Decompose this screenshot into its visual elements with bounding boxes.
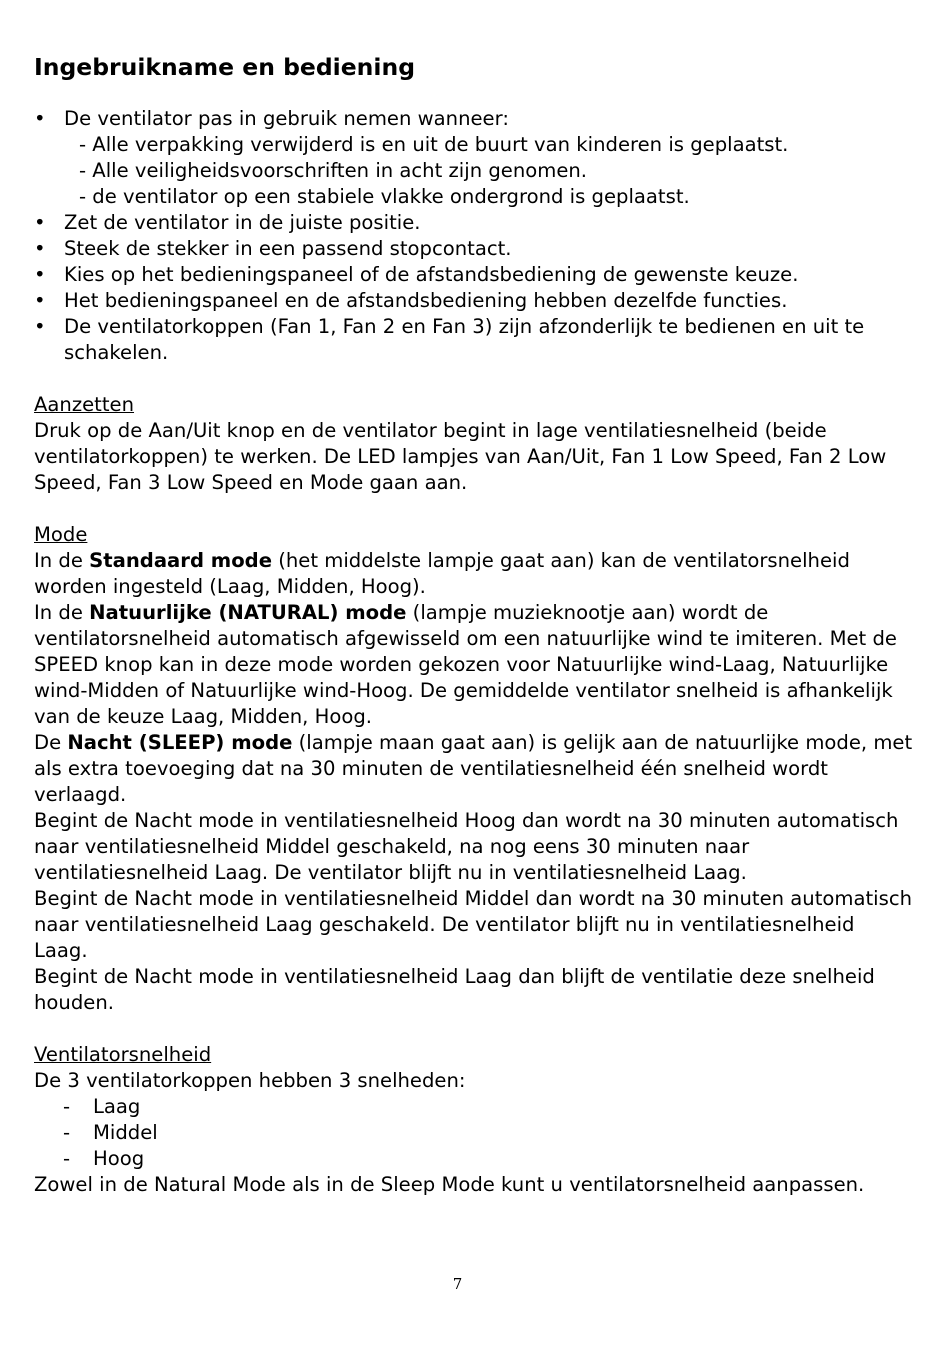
section-title-aanzetten: Aanzetten xyxy=(34,393,135,416)
bullet-text: De ventilator pas in gebruik nemen wanneer: xyxy=(64,107,509,130)
section-title-mode: Mode xyxy=(34,523,88,546)
list-item: - Laag xyxy=(63,1095,141,1118)
paragraph-snelheid-intro: De 3 ventilatorkoppen hebben 3 snelheden: xyxy=(34,1069,466,1092)
speed-list xyxy=(34,1094,914,1172)
paragraph-standard-mode: In de Standaard mode (het middelste lampje gaat aan) kan de ventilatorsnelheid worden ingesteld (Laag, Midden, Hoog). xyxy=(34,549,850,598)
bullet-list xyxy=(34,106,914,366)
section-title-snelheid: Ventilatorsnelheid xyxy=(34,1043,212,1066)
page-number: 7 xyxy=(452,1275,463,1293)
bullet-text: Zet de ventilator in de juiste positie. xyxy=(64,211,421,234)
paragraph-sleep-low: Begint de Nacht mode in ventilatiesnelheid Laag dan blijft de ventilatie deze snelheid houden. xyxy=(34,965,875,1014)
list-item xyxy=(34,106,914,210)
bullet-icon: • xyxy=(34,211,46,234)
bullet-text: Kies op het bedieningspaneel of de afstandsbediening de gewenste keuze. xyxy=(64,263,799,286)
list-item: - Middel xyxy=(63,1121,158,1144)
list-item xyxy=(34,262,914,288)
page-title: Ingebruikname en bediening xyxy=(34,53,416,81)
list-item xyxy=(34,314,914,366)
paragraph-natural-mode: In de Natuurlijke (NATURAL) mode (lampje muzieknootje aan) wordt de ventilatorsnelheid automatisch afgewisseld om een natuurlijke wind te imiteren. Met de SPEED knop kan in deze mode worden gekozen voor Natuurlijke wind-Laag, Natuurlijke wind-Midden of Natuurlijke wind-Hoog. De gemiddelde ventilator snelheid is afhankelijk van de keuze Laag, Midden, Hoog. xyxy=(34,601,897,728)
page-content xyxy=(34,52,914,1198)
section-mode xyxy=(34,522,914,1016)
paragraph-snelheid-outro: Zowel in de Natural Mode als in de Sleep Mode kunt u ventilatorsnelheid aanpassen. xyxy=(34,1173,865,1196)
bullet-icon: • xyxy=(34,289,46,312)
bold-term: Natuurlijke (NATURAL) mode xyxy=(89,601,407,624)
paragraph-sleep-high: Begint de Nacht mode in ventilatiesnelheid Hoog dan wordt na 30 minuten automatisch naar ventilatiesnelheid Middel geschakeld, na nog eens 30 minuten naar ventilatiesnelheid Laag. De ventilator blijft nu in ventilatiesnelheid Laag. xyxy=(34,809,899,884)
bullet-text: Steek de stekker in een passend stopcontact. xyxy=(64,237,512,260)
bold-term: Standaard mode xyxy=(89,549,272,572)
bullet-text: De ventilatorkoppen (Fan 1, Fan 2 en Fan 3) zijn afzonderlijk te bedienen en uit te schakelen. xyxy=(64,315,865,364)
paragraph-sleep-medium: Begint de Nacht mode in ventilatiesnelheid Middel dan wordt na 30 minuten automatisch naar ventilatiesnelheid Laag geschakeld. De ventilator blijft nu in ventilatiesnelheid Laag. xyxy=(34,887,913,962)
list-item xyxy=(34,236,914,262)
list-item: - Hoog xyxy=(63,1147,145,1170)
bullet-icon: • xyxy=(34,263,46,286)
sub-item: - de ventilator op een stabiele vlakke ondergrond is geplaatst. xyxy=(79,185,690,208)
bullet-icon: • xyxy=(34,315,46,338)
list-item xyxy=(34,210,914,236)
section-aanzetten xyxy=(34,392,914,496)
bullet-text: Het bedieningspaneel en de afstandsbediening hebben dezelfde functies. xyxy=(64,289,788,312)
sub-item: - Alle veiligheidsvoorschriften in acht zijn genomen. xyxy=(79,159,588,182)
list-item xyxy=(34,288,914,314)
bullet-icon: • xyxy=(34,107,46,130)
section-snelheid xyxy=(34,1042,914,1198)
bullet-icon: • xyxy=(34,237,46,260)
sub-item: - Alle verpakking verwijderd is en uit de buurt van kinderen is geplaatst. xyxy=(79,133,789,156)
paragraph-sleep-mode: De Nacht (SLEEP) mode (lampje maan gaat aan) is gelijk aan de natuurlijke mode, met als extra toevoeging dat na 30 minuten de ventilatiesnelheid één snelheid wordt verlaagd. xyxy=(34,731,913,806)
paragraph-aanzetten: Druk op de Aan/Uit knop en de ventilator begint in lage ventilatiesnelheid (beide ventilatorkoppen) te werken. De LED lampjes van Aan/Uit, Fan 1 Low Speed, Fan 2 Low Speed, Fan 3 Low Speed en Mode gaan aan. xyxy=(34,419,887,494)
bold-term: Nacht (SLEEP) mode xyxy=(67,731,293,754)
